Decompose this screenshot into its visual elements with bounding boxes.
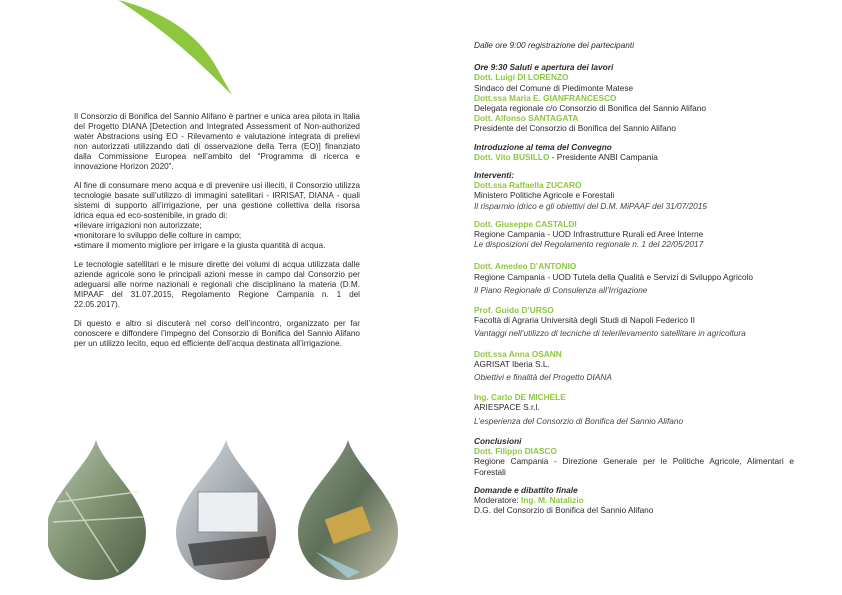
list-item: • monitorare lo sviluppo delle colture in campo; (74, 231, 360, 241)
speaker-name: Ing. Carlo DE MICHELE (474, 392, 566, 403)
intro-paragraph-2: Al fine di consumare meno acqua e di prevenire usi illeciti, il Consorzio utilizza tecnologie basate sull’utilizzo di immagini satellitari - IRRISAT, DIANA - quali sistemi di supporto all’irrigazione, per una gestione collettiva della risorsa idrica equa ed eco-sostenibile, in grado di: (74, 181, 360, 220)
talk-topic: Vantaggi nell’utilizzo di tecniche di telerilevamento satellitare in agricoltura (474, 328, 746, 339)
speaker-role: Sindaco del Comune di Piedimonte Matese (474, 82, 634, 93)
talk-topic: Obiettivi e finalità del Progetto DIANA (474, 372, 612, 383)
speaker-org: ARIESPACE S.r.l. (474, 402, 540, 413)
speaker-role: Presidente del Consorzio di Bonifica del Sannio Alifano (474, 123, 677, 134)
drop-satellite-image (298, 440, 398, 580)
drop-irrigation-image (48, 440, 146, 580)
intro-paragraph-4: Di questo e altro si discuterà nel corso dell’incontro, organizzato per far conoscere e diffondere l’impegno del Consorzio di Bonifica del Sannio Alifano per un utilizzo lecito, equo ed efficiente dell’acqua destinata all’irrigazione. (74, 319, 360, 348)
list-item: • rilevare irrigazioni non autorizzate; (74, 221, 360, 231)
conclusions-title: Conclusioni (474, 435, 522, 446)
speaker-name: Dott. Alfonso SANTAGATA (474, 113, 579, 124)
drop-computer-image (176, 440, 276, 580)
speaker-name: Prof. Guido D’URSO (474, 305, 554, 316)
intro-title: Introduzione al tema del Convegno (474, 141, 612, 152)
speaker-org: Regione Campania - UOD Tutela della Qualità e Servizi di Sviluppo Agricolo (474, 271, 754, 282)
speaker-block (474, 392, 794, 426)
speaker-name: Dott.ssa Raffaella ZUCARO (474, 180, 582, 191)
talk-topic: Le disposizioni del Regolamento regionale n. 1 del 22/05/2017 (474, 239, 704, 250)
speaker-name: Dott. Luigi DI LORENZO (474, 72, 569, 83)
goals-list (74, 221, 360, 251)
speaker-name: Dott.ssa Anna OSANN (474, 348, 562, 359)
debate-title: Domande e dibattito finale (474, 484, 578, 495)
debate-section (474, 485, 794, 516)
moderator-label: Moderatore: (474, 494, 522, 505)
speaker-name: Dott. Amedeo D’ANTONIO (474, 261, 577, 272)
interventi-title: Interventi: (474, 170, 515, 181)
speaker-block (474, 305, 794, 339)
interventi-section (474, 170, 794, 426)
moderator-name: Ing. M. Natalizio (521, 494, 584, 505)
intro-paragraph-1: Il Consorzio di Bonifica del Sannio Alifano è partner e unica area pilota in Italia del Progetto DIANA [Detection and Integrated Assessment of Non-authorized water Abstracions using EO - Rilevamento e valutazione integrata di prelievi non autorizzati utilizzando dati di osservazione della Terra (EO)] finanziato dalla Commissione Europea nell’ambito del “Programma di ricerca e innovazione Horizon 2020”. (74, 112, 360, 171)
intro-paragraph-3: Le tecnologie satellitari e le misure dirette dei volumi di acqua utilizzata dalle aziende agricole sono le principali azioni messe in campo dal Consorzio per adeguarsi alle norme nazionali e regionali che disciplinano la materia (D.M. MIPAAF del 31.07.2015, Regolamento Regione Campania n. 1 del 22.05.2017). (74, 260, 360, 309)
speaker-name: Dott. Vito BUSILLO (474, 151, 550, 162)
moderator-role: D.G. del Consorzio di Bonifica del Sannio Alifano (474, 505, 654, 516)
speaker-block (474, 219, 794, 250)
intro-text (74, 112, 360, 358)
opening-section (474, 62, 794, 133)
program-agenda (474, 40, 794, 523)
speaker-block (474, 180, 794, 211)
speaker-role: Regione Campania - Direzione Generale per le Politiche Agricole, Alimentari e Forestali (474, 456, 794, 477)
list-item: • stimare il momento migliore per irrigare e la giusta quantità di acqua. (74, 241, 360, 251)
speaker-block (474, 261, 794, 295)
speaker-org: AGRISAT Iberia S.L. (474, 358, 550, 369)
intro-section (474, 142, 794, 162)
speaker-block (474, 349, 794, 383)
conclusions-section (474, 436, 794, 477)
opening-title: Ore 9:30 Saluti e apertura dei lavori (474, 62, 614, 73)
talk-topic: Il risparmio idrico e gli obiettivi del D.M. MiPAAF del 31/07/2015 (474, 200, 708, 211)
speaker-name: Dott.ssa Maria E. GIANFRANCESCO (474, 92, 617, 103)
speaker-org: Regione Campania - UOD Infrastrutture Rurali ed Aree Interne (474, 229, 704, 240)
speaker-role: Delegata regionale c/o Consorzio di Bonifica del Sannio Alifano (474, 103, 707, 114)
talk-topic: Il Piano Regionale di Consulenza all’Irrigazione (474, 284, 648, 295)
registration-note: Dalle ore 9:00 registrazione dei partecipanti (474, 40, 635, 50)
speaker-role: - Presidente ANBI Campania (549, 151, 658, 162)
speaker-name: Dott. Giuseppe CASTALDI (474, 218, 577, 229)
speaker-org: Ministero Politiche Agricole e Forestali (474, 190, 615, 201)
water-drop-images (48, 432, 408, 582)
speaker-name: Dott. Filippo DIASCO (474, 446, 557, 457)
talk-topic: L’esperienza del Consorzio di Bonifica del Sannio Alifano (474, 415, 684, 426)
speaker-org: Facoltà di Agraria Università degli Studi di Napoli Federico II (474, 315, 695, 326)
